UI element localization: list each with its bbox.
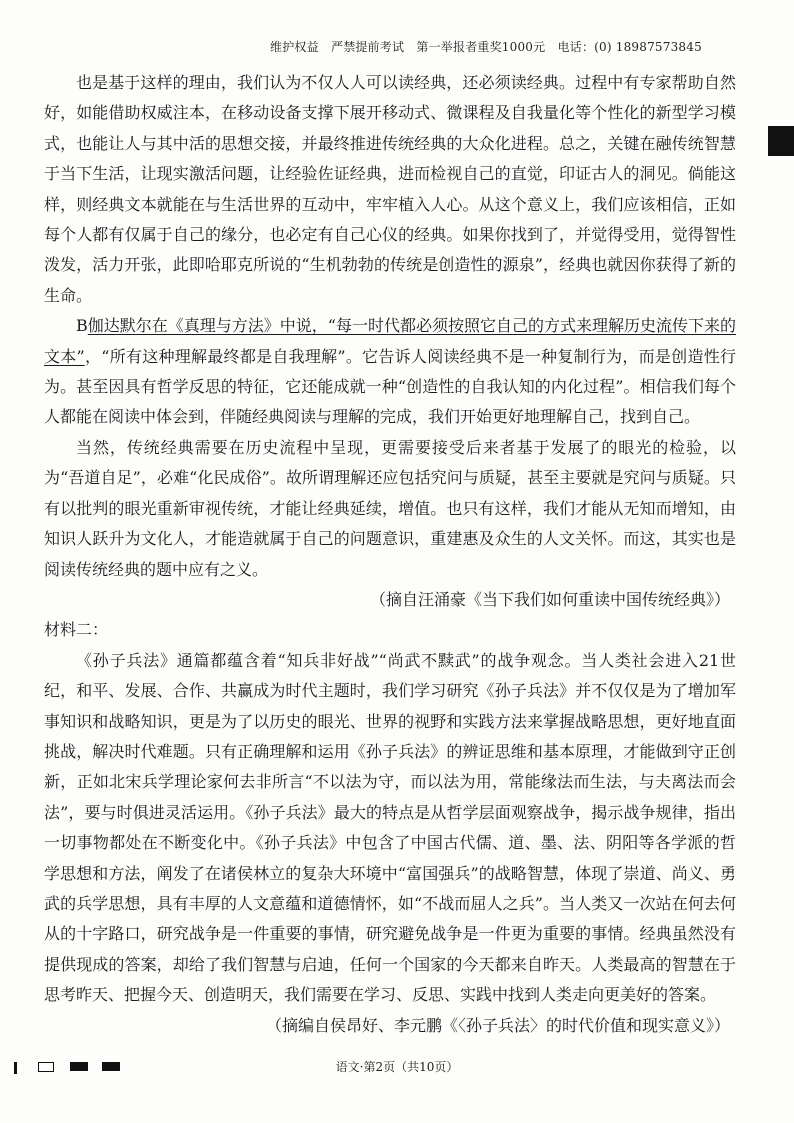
paragraph-1: 也是基于这样的理由，我们认为不仅人人可以读经典，还必须读经典。过程中有专家帮助自然好，如能借助权威注本，在移动设备支撑下展开移动式、微课程及自我量化等个性化的新型学习模式，也能让人与其中活的思想交接，并最终推进传统经典的大众化进程。总之，关键在融传统智慧于当下生活，让现实激活问题，让经验佐证经典，进而检视自己的直觉，印证古人的洞见。倘能这样，则经典文本就能在与生活世界的互动中，牢牢植入人心。从这个意义上，我们应该相信，正如每个人都有仅属于自己的缘分，也必定有自己心仪的经典。如果你找到了，并觉得受用，觉得智性泼发，活力开张，此即哈耶克所说的“生机勃勃的传统是创造性的源泉”，经典也就因你获得了新的生命。 <box>44 73 736 305</box>
underlined-quote: 伽达默尔在《真理与方法》中说，“每一时代都必须按照它自己的方式来理解历史流传下来的文本” <box>44 316 736 366</box>
paragraph-2 <box>44 311 736 433</box>
paragraph-4: 《孙子兵法》通篇都蕴含着“知兵非好战”“尚武不黩武”的战争观念。当人类社会进入21世纪，和平、发展、合作、共赢成为时代主题时，我们学习研究《孙子兵法》并不仅仅是为了增加军事知识和战略知识，更是为了以历史的眼光、世界的视野和实践方法来掌握战略思想，更好地直面挑战，解决时代难题。只有正确理解和运用《孙子兵法》的辨证思维和基本原理，才能做到守正创新，正如北宋兵学理论家何去非所言“不以法为守，而以法为用，常能缘法而生法，与夫离法而会法”，要与时俱进灵活运用。《孙子兵法》最大的特点是从哲学层面观察战争，揭示战争规律，指出一切事物都处在不断变化中。《孙子兵法》中包含了中国古代儒、道、墨、法、阴阳等各学派的哲学思想和方法，阐发了在诸侯林立的复杂大环境中“富国强兵”的战略智慧，体现了崇道、尚义、勇武的兵学思想，具有丰厚的人文意蕴和道德情怀，如“不战而屈人之兵”。当人类又一次站在何去何从的十字路口，研究战争是一件重要的事情，研究避免战争是一件更为重要的事情。经典虽然没有提供现成的答案，却给了我们智慧与启迪，任何一个国家的今天都来自昨天。人类最高的智慧在于思考昨天、把握今天、创造明天，我们需要在学习、反思、实践中找到人类走向更美好的答案。 <box>44 650 736 1005</box>
page-number: 语文·第2页（共10页） <box>335 1060 459 1074</box>
scan-mark-block <box>768 126 794 156</box>
page-footer <box>0 1058 794 1078</box>
source-citation-1: （摘自汪涌豪《当下我们如何重读中国传统经典》） <box>369 589 730 609</box>
source-citation-2: （摘编自侯昂好、李元鹏《〈孙子兵法〉的时代价值和现实意义》） <box>265 1015 730 1035</box>
header-notice: 维护权益 严禁提前考试 第一举报者重奖1000元 电话：(0) 18987573845 <box>270 40 702 54</box>
option-label-b: B <box>76 316 88 336</box>
material-2-title: 材料二： <box>44 620 109 640</box>
paragraph-2-rest: ，“所有这种理解最终都是自我理解”。它告诉人阅读经典不是一种复制行为，而是创造性行为。甚至因具有哲学反思的特征，它还能成就一种“创造性的自我认知的内化过程”。相信我们每个人都能在阅读中体会到，伴随经典阅读与理解的完成，我们开始更好地理解自己，找到自己。 <box>44 346 736 427</box>
paragraph-3: 当然，传统经典需要在历史流程中呈现，更需要接受后来者基于发展了的眼光的检验，以为“吾道自足”，必难“化民成俗”。故所谓理解还应包括究问与质疑，甚至主要就是究问与质疑。只有以批判的眼光重新审视传统，才能让经典延续，增值。也只有这样，我们才能从无知而增知，由知识人跃升为文化人，才能造就属于自己的问题意识，重建惠及众生的人文关怀。而这，其实也是阅读传统经典的题中应有之义。 <box>44 437 736 579</box>
document-body <box>44 68 736 1041</box>
